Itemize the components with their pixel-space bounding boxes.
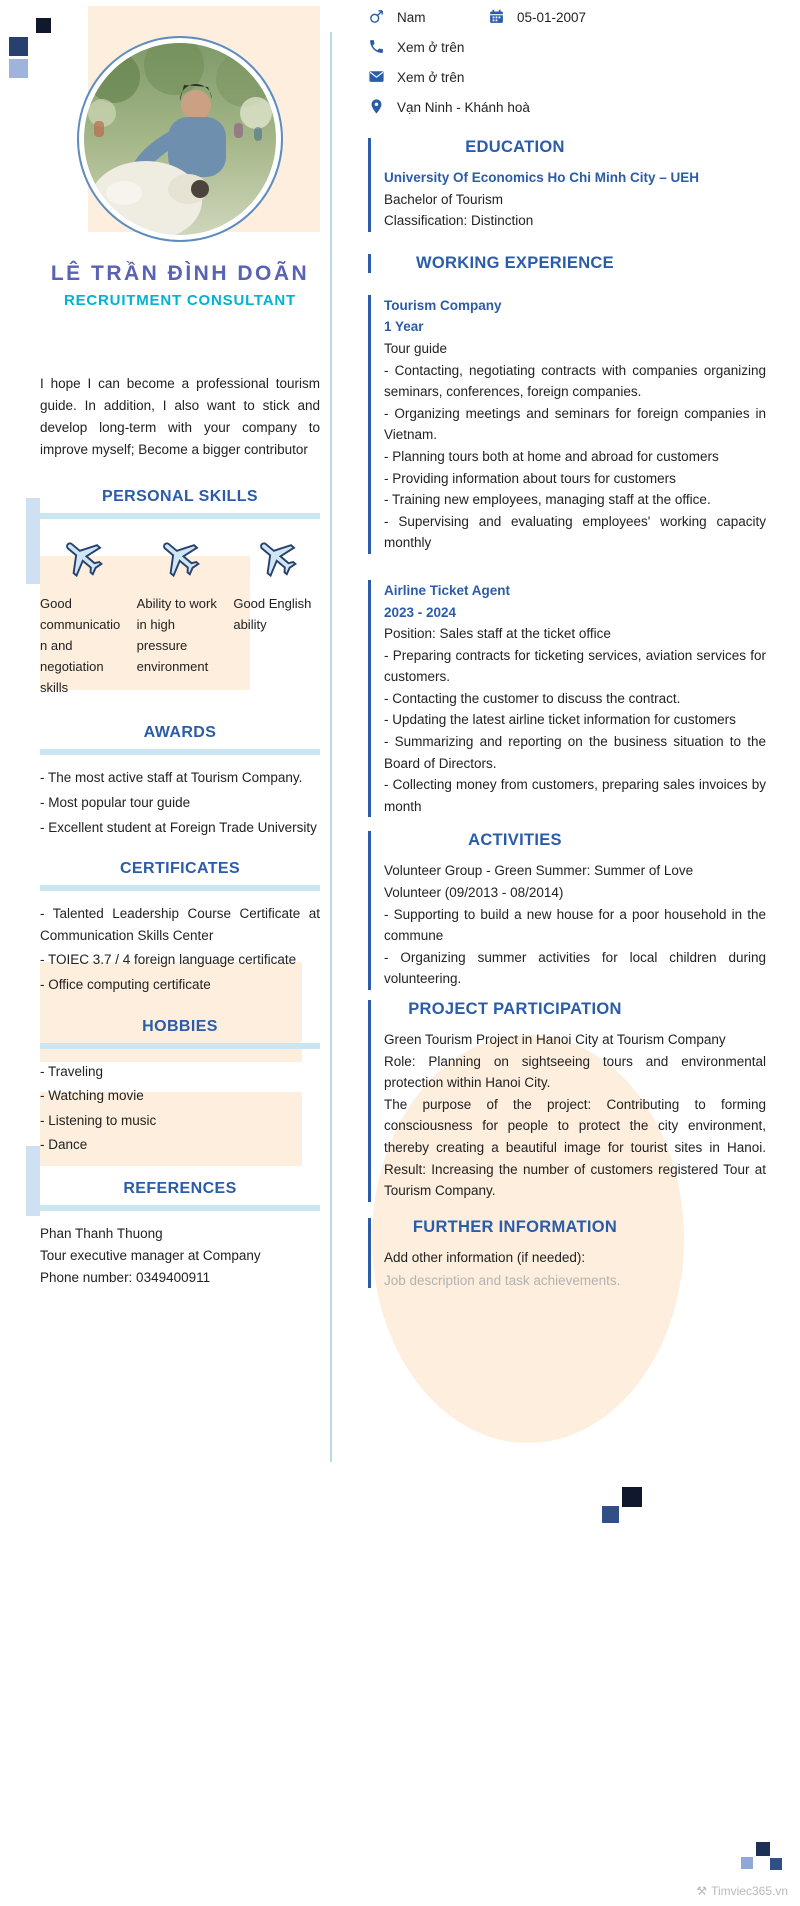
experience-heading: WORKING EXPERIENCE <box>416 253 614 272</box>
airplane-icon <box>40 533 127 584</box>
placeholder-text: Job description and task achievements. <box>384 1273 621 1289</box>
airplane-icon <box>233 533 320 584</box>
list-item: - Listening to music <box>40 1112 157 1128</box>
calendar-icon <box>488 8 506 26</box>
email-icon <box>368 68 386 86</box>
email-value: Xem ở trên <box>397 69 465 85</box>
gender-value: Nam <box>397 9 426 25</box>
activity-role: Volunteer (09/2013 - 08/2014) <box>384 885 564 901</box>
skill-text: Ability to work in high pressure environment <box>136 596 217 674</box>
profile-name: LÊ TRẦN ĐÌNH DOÃN <box>50 262 310 285</box>
job-bullet: - Planning tours both at home and abroad for customers <box>384 448 719 464</box>
profile-title: RECRUITMENT CONSULTANT <box>63 292 297 309</box>
job-block <box>368 580 766 818</box>
education-heading: EDUCATION <box>465 138 565 156</box>
list-item: - Most popular tour guide <box>40 795 191 811</box>
activities-section <box>368 831 766 990</box>
heading-underline <box>40 513 320 519</box>
decorative-square <box>9 59 28 78</box>
job-bullet: - Preparing contracts for ticketing services, aviation services for customers. <box>384 647 766 685</box>
heading-underline <box>40 885 320 891</box>
job-block <box>368 295 766 554</box>
education-section <box>368 138 766 232</box>
phone-icon <box>368 38 386 56</box>
job-position: Tour guide <box>384 340 448 356</box>
right-column <box>368 0 766 1288</box>
certificates-heading: CERTIFICATES <box>119 860 241 878</box>
list-item: - The most active staff at Tourism Company. <box>40 770 303 786</box>
left-column <box>40 0 320 1290</box>
list-item: - Watching movie <box>40 1088 144 1104</box>
watermark-text: Timviec365.vn <box>711 1884 788 1898</box>
job-bullet: - Contacting the customer to discuss the contract. <box>384 690 681 706</box>
further-heading: FURTHER INFORMATION <box>412 1217 618 1236</box>
contact-row <box>368 68 766 86</box>
profile-summary: I hope I can become a professional tourism guide. In addition, I also want to stick and develop long-term with your company to improve myself; Become a bigger contributor <box>40 376 320 457</box>
birthday-field <box>488 8 586 26</box>
certificates-list <box>40 903 320 995</box>
job-bullet: - Collecting money from customers, preparing sales invoices by month <box>384 777 766 814</box>
reference-name: Phan Thanh Thuong <box>40 1225 163 1241</box>
project-role: Role: Planning on sightseeing tours and environmental protection within Hanoi City. <box>384 1053 766 1091</box>
job-position: Position: Sales staff at the ticket office <box>384 626 611 642</box>
project-title: Green Tourism Project in Hanoi City at Tourism Company <box>384 1032 726 1047</box>
decorative-square <box>741 1857 753 1869</box>
heading-underline <box>40 749 320 755</box>
decorative-square <box>9 37 28 56</box>
job-bullet: - Summarizing and reporting on the business situation to the Board of Directors. <box>384 734 766 771</box>
job-duration: 1 Year <box>384 319 424 335</box>
birthday-value: 05-01-2007 <box>517 9 587 25</box>
further-section <box>368 1218 766 1289</box>
list-item: - Excellent student at Foreign Trade University <box>40 819 317 835</box>
job-bullet: - Contacting, negotiating contracts with companies organizing seminars, conferences, foreign companies. <box>384 362 766 400</box>
education-degree: Bachelor of Tourism <box>384 191 504 207</box>
skill-item <box>40 533 127 698</box>
background-accent <box>26 1146 40 1216</box>
skill-text: Good communication and negotiation skills <box>40 596 121 695</box>
awards-list <box>40 767 320 838</box>
further-label: Add other information (if needed): <box>384 1249 586 1265</box>
decorative-square <box>770 1858 782 1870</box>
list-item: - Office computing certificate <box>40 976 211 992</box>
profile-photo <box>77 36 283 242</box>
job-bullet: - Training new employees, managing staff at the office. <box>384 492 711 508</box>
contact-row <box>368 38 766 56</box>
column-divider <box>330 32 332 1462</box>
location-icon <box>368 98 386 116</box>
decorative-square <box>622 1487 642 1507</box>
activity-bullet: - Organizing summer activities for local children during volunteering. <box>384 949 766 987</box>
hobbies-heading: HOBBIES <box>142 1017 218 1035</box>
skills-heading: PERSONAL SKILLS <box>102 488 258 506</box>
reference-position: Tour executive manager at Company <box>40 1248 261 1264</box>
phone-value: Xem ở trên <box>397 39 465 55</box>
watermark-icon: ⚒ <box>696 1884 708 1898</box>
project-section <box>368 1000 766 1202</box>
contact-row <box>368 8 766 26</box>
education-classification: Classification: Distinction <box>384 213 534 229</box>
activities-heading: ACTIVITIES <box>468 831 562 850</box>
job-company: Airline Ticket Agent <box>384 582 511 598</box>
job-duration: 2023 - 2024 <box>384 604 457 620</box>
references-heading: REFERENCES <box>123 1179 237 1197</box>
airplane-icon <box>137 533 224 584</box>
skill-text: Good English ability <box>233 596 312 633</box>
heading-underline <box>40 1205 320 1211</box>
project-heading: PROJECT PARTICIPATION <box>408 1000 622 1018</box>
list-item: - Dance <box>40 1137 88 1153</box>
list-item: - Traveling <box>40 1063 104 1079</box>
awards-heading: AWARDS <box>143 724 217 742</box>
contact-info <box>368 0 766 116</box>
job-bullet: - Providing information about tours for customers <box>384 470 676 486</box>
gender-icon <box>368 8 386 26</box>
watermark <box>696 1884 788 1898</box>
list-item: - Talented Leadership Course Certificate at Communication Skills Center <box>40 906 320 943</box>
background-accent <box>26 498 40 584</box>
hobbies-list <box>40 1061 320 1156</box>
reference-phone: Phone number: 0349400911 <box>40 1270 211 1286</box>
contact-row <box>368 98 766 116</box>
address-value: Vạn Ninh - Khánh hoà <box>397 99 530 115</box>
gender-field <box>368 8 488 26</box>
heading-underline <box>40 1043 320 1049</box>
education-school: University Of Economics Ho Chi Minh City – UEH <box>384 170 700 185</box>
project-description: The purpose of the project: Contributing to forming consciousness for people to protect the city environment, thereby creating a beautiful image for tourist sites in Hanoi. Result: Increasing the number of customers registered Tour at Tourism Company. <box>384 1096 766 1199</box>
experience-heading-block <box>368 254 766 273</box>
job-bullet: - Updating the latest airline ticket information for customers <box>384 712 736 728</box>
skill-item <box>137 533 224 698</box>
skill-item <box>233 533 320 698</box>
job-bullet: - Organizing meetings and seminars for foreign companies in Vietnam. <box>384 405 766 443</box>
profile-photo-image <box>84 43 276 235</box>
list-item: - TOIEC 3.7 / 4 foreign language certificate <box>40 952 297 968</box>
skills-row <box>40 533 320 698</box>
activity-organization: Volunteer Group - Green Summer: Summer of Love <box>384 863 694 879</box>
job-company: Tourism Company <box>384 297 502 313</box>
decorative-square <box>756 1842 770 1856</box>
decorative-square <box>602 1506 619 1523</box>
job-bullet: - Supervising and evaluating employees' working capacity monthly <box>384 513 766 551</box>
activity-bullet: - Supporting to build a new house for a poor household in the commune <box>384 906 766 944</box>
